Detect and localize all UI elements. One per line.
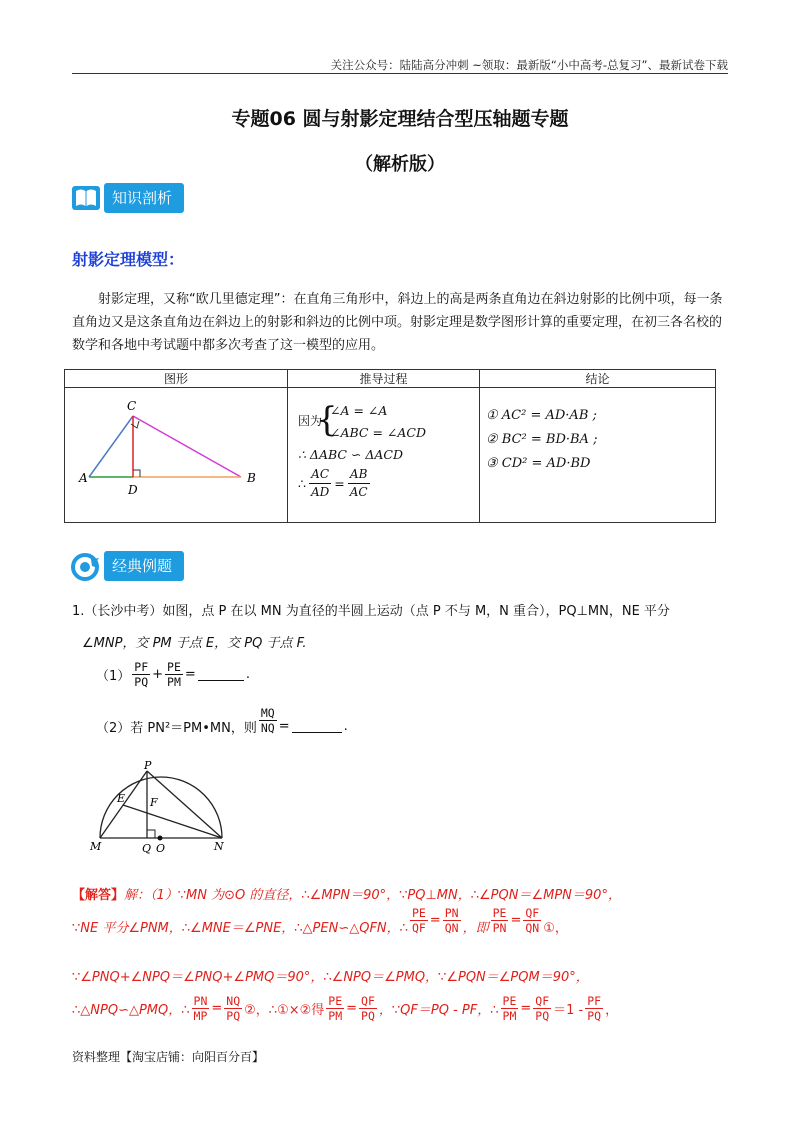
- ratio-left: $\frac{AC}{AD}$: [310, 467, 330, 499]
- part2-prefix: （2）若 PN²＝PM•MN，则: [96, 721, 257, 736]
- label-c: C: [127, 399, 137, 413]
- question-part-1: （1） $\frac{PF}{PQ}$ + $\frac{PE}{PM}$ = .: [96, 660, 250, 689]
- solution-line-3: ∵∠PNQ+∠NPQ＝∠PNQ+∠PMQ＝90°，∴∠NPQ＝∠PMQ，∵∠PQN＝∠PQM＝90°，: [72, 970, 589, 985]
- table-cell-figure: [65, 388, 288, 523]
- solution-line-1: [72, 884, 621, 903]
- conclusion-list: [486, 404, 597, 476]
- knowledge-badge-label: 知识剖析: [104, 183, 184, 213]
- part1-blank: [198, 668, 244, 681]
- intro-paragraph: 射影定理，又称“欧几里德定理”：在直角三角形中，斜边上的高是两条直角边在斜边射影的比例中项，每一条直角边又是这条直角边在斜边上的射影和斜边的比例中项。射影定理是数学图形计算的重要定理，在初三各名校的数学和各地中考试题中都多次考查了这一模型的应用。: [72, 292, 723, 353]
- ratio-right: $\frac{AB}{AC}$: [349, 467, 368, 499]
- solution-line-4: ∴△NPQ∽△PMQ，∴ $\frac{PN}{MP}$ = $\frac{NQ}{PQ}$ ②，∴①×②得 $\frac{PE}{PM}$ = $\frac{QF}{PQ}$ ，∵QF＝PQ - PF，∴ $\frac{PE}{PM}$ = $\frac{QF}{PQ}$ ＝1 - $\frac{PF}{PQ}$ ，: [72, 994, 619, 1023]
- fig-label-f: F: [150, 796, 158, 809]
- table-header-figure: 图形: [65, 370, 288, 388]
- part2-equals: =: [278, 719, 290, 734]
- page-header: 关注公众号：陆陆高分冲刺 ~领取：最新版“小中高考-总复习”、最新试卷下载: [330, 58, 728, 72]
- fig-label-m: M: [90, 840, 102, 853]
- therefore-symbol: ∴: [298, 475, 306, 491]
- solution-tag: 【解答】: [72, 888, 125, 903]
- knowledge-badge: [70, 182, 184, 214]
- conclusion-1: ① AC² = AD·AB ;: [486, 408, 597, 423]
- table-cell-derivation: [288, 388, 480, 523]
- table-header-conclusion: 结论: [480, 370, 716, 388]
- solution-line-2: ∵NE 平分∠PNM，∴∠MNE＝∠PNE，∴△PEN∽△QFN，∴ $\frac{PE}{QF}$ = $\frac{PN}{QN}$ ，即 $\frac{PE}{PN}$ = $\frac{QF}{QN}$ ①，: [72, 906, 568, 936]
- part1-frac-2: $\frac{PE}{PM}$: [167, 660, 181, 689]
- examples-badge-label: 经典例题: [104, 551, 184, 581]
- model-table: [64, 369, 716, 523]
- section-heading: 射影定理模型：: [72, 250, 185, 269]
- derivation-block: [298, 400, 426, 501]
- label-b: B: [247, 471, 256, 485]
- solution-text-1: 解：（1）∵MN 为⊙O 的直径，∴∠MPN＝90°，∵PQ⊥MN，∴∠PQN＝∠MPN＝90°，: [124, 888, 621, 903]
- sparkle-icon: [70, 550, 102, 582]
- fig-label-q: Q: [142, 842, 152, 855]
- page-footer: 资料整理【淘宝店铺：向阳百分百】: [72, 1050, 265, 1064]
- part2-blank: [292, 720, 342, 733]
- question-intro-2: ∠MNP，交 PM 于点 E，交 PQ 于点 F.: [82, 636, 307, 651]
- label-a: A: [79, 471, 88, 485]
- part1-plus: +: [152, 667, 164, 682]
- semicircle-figure: [86, 760, 236, 856]
- header-divider: [72, 73, 728, 74]
- question-part-2: （2）若 PN²＝PM•MN，则 $\frac{MQ}{NQ}$ = .: [96, 706, 348, 736]
- part1-label: （1）: [96, 669, 131, 684]
- ratio-equals: =: [334, 475, 345, 491]
- fig-label-p: P: [144, 760, 152, 772]
- fig-label-n: N: [214, 840, 224, 853]
- because-label: 因为: [298, 414, 323, 428]
- table-header-derivation: 推导过程: [288, 370, 480, 388]
- derivation-line-3: ∴ ΔABC ∽ ΔACD: [298, 447, 404, 462]
- fig-label-e: E: [117, 792, 126, 805]
- page-subtitle: （解析版）: [355, 154, 445, 175]
- part2-frac: $\frac{MQ}{NQ}$: [260, 706, 275, 735]
- table-cell-conclusion: [480, 388, 716, 523]
- derivation-line-2: ∠ABC = ∠ACD: [330, 425, 426, 440]
- fig-label-o: O: [156, 842, 166, 855]
- examples-badge: [70, 550, 184, 582]
- part1-equals: =: [184, 667, 196, 682]
- derivation-line-1: ∠A = ∠A: [330, 403, 388, 418]
- conclusion-3: ③ CD² = AD·BD: [486, 456, 591, 471]
- derivation-ratio: [298, 466, 426, 501]
- right-triangle-figure: [65, 388, 287, 518]
- label-d: D: [128, 483, 138, 497]
- brace: {: [316, 400, 338, 440]
- part1-frac-1: $\frac{PF}{PQ}$: [134, 660, 149, 689]
- page-title: 专题06 圆与射影定理结合型压轴题专题: [231, 108, 569, 130]
- conclusion-2: ② BC² = BD·BA ;: [486, 432, 598, 447]
- book-icon: [70, 182, 102, 214]
- question-intro-1: 1.（长沙中考）如图，点 P 在以 MN 为直径的半圆上运动（点 P 不与 M，N 重合），PQ⊥MN，NE 平分: [72, 604, 670, 619]
